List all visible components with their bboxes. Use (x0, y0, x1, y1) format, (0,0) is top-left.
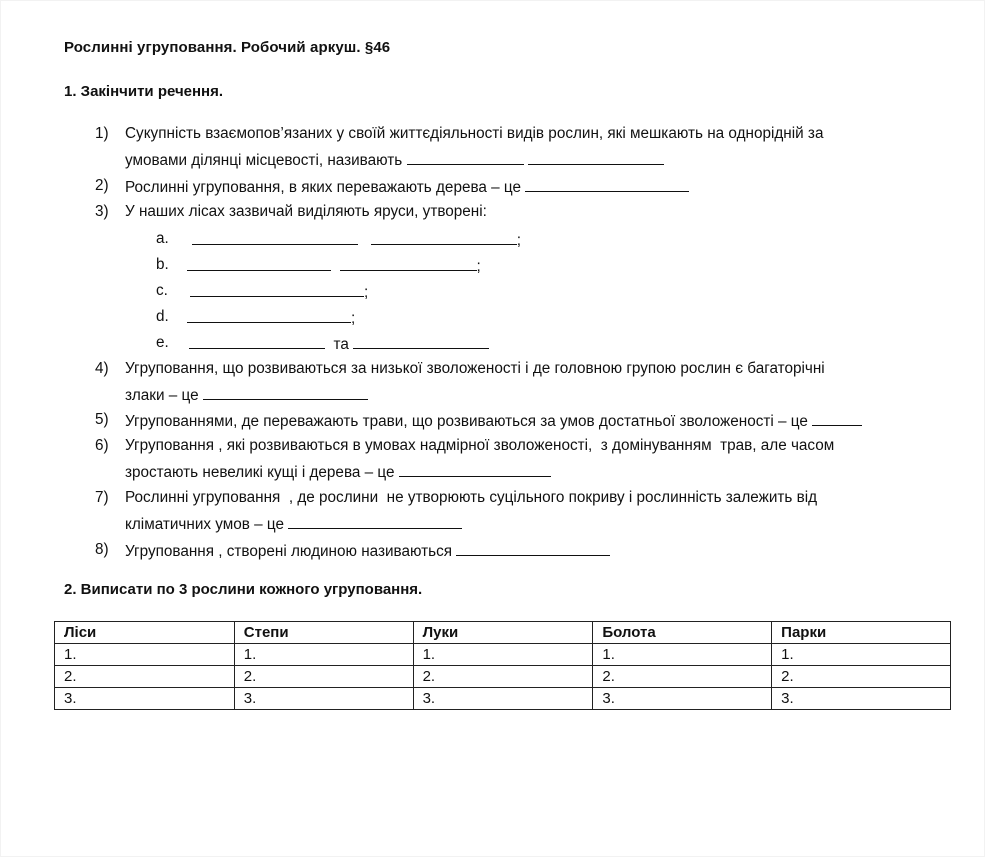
item-7-text-cont: кліматичних умов – це (125, 516, 285, 533)
section-1-heading: 1. Закінчити речення. (64, 83, 224, 100)
item-2-number: 2) (95, 177, 109, 194)
answer-blank[interactable] (192, 230, 358, 245)
item-1-text: Сукупність взаємопов’язаних у своїй життєдіяльності видів рослин, які мешкають на однорідній за (125, 125, 824, 142)
item-3-number: 3) (95, 203, 109, 220)
sub-item-b (187, 256, 481, 276)
sub-item-a-end: ; (516, 232, 521, 249)
answer-blank[interactable] (187, 256, 331, 271)
table-cell[interactable]: 1. (234, 644, 413, 666)
item-2-text-line (125, 177, 689, 197)
item-8-number: 8) (95, 541, 109, 558)
column-header-meadows: Луки (413, 622, 593, 644)
item-4-number: 4) (95, 360, 109, 377)
table-cell[interactable]: 1. (55, 644, 235, 666)
table-header-row (55, 622, 951, 644)
column-header-steppes: Степи (234, 622, 413, 644)
answer-blank[interactable] (353, 334, 489, 349)
sub-item-a (192, 230, 521, 250)
answer-blank[interactable] (190, 282, 364, 297)
item-1-number: 1) (95, 125, 109, 142)
item-7-number: 7) (95, 489, 109, 506)
sub-item-b-letter: b. (156, 256, 169, 273)
item-5-text-line (125, 411, 862, 431)
item-1-text-line2 (125, 150, 664, 170)
item-4-text: Угруповання, що розвиваються за низької зволоженості і де головною групою рослин є багаторічні (125, 360, 825, 377)
sub-item-d-letter: d. (156, 308, 169, 325)
sub-item-e (189, 334, 489, 354)
answer-blank[interactable] (189, 334, 325, 349)
item-8-text: Угруповання , створені людиною називаються (125, 543, 453, 560)
item-5-number: 5) (95, 411, 109, 428)
answer-blank[interactable] (456, 541, 610, 556)
table-cell[interactable]: 2. (593, 666, 772, 688)
item-4-text-line2 (125, 385, 368, 405)
table-cell[interactable]: 1. (772, 644, 951, 666)
answer-blank[interactable] (288, 514, 462, 529)
table-cell[interactable]: 2. (413, 666, 593, 688)
sub-item-e-mid: та (333, 336, 349, 353)
section-2-heading: 2. Виписати по 3 рослини кожного угруповання. (64, 581, 423, 598)
table-cell[interactable]: 3. (234, 688, 413, 710)
item-3-text: У наших лісах зазвичай виділяють яруси, утворені: (125, 203, 487, 220)
item-6-text-line2 (125, 462, 551, 482)
table-cell[interactable]: 2. (772, 666, 951, 688)
item-1-text-cont: умовами ділянці місцевості, називають (125, 152, 403, 169)
answer-blank[interactable] (203, 385, 368, 400)
answer-blank[interactable] (407, 150, 524, 165)
answer-blank[interactable] (525, 177, 689, 192)
table-cell[interactable]: 3. (593, 688, 772, 710)
sub-item-c-letter: c. (156, 282, 168, 299)
item-4-text-cont: злаки – це (125, 387, 199, 404)
answer-blank[interactable] (399, 462, 551, 477)
table-cell[interactable]: 2. (55, 666, 235, 688)
column-header-forests: Ліси (55, 622, 235, 644)
item-5-text: Угрупованнями, де переважають трави, що розвиваються за умов достатньої зволоженості – це (125, 413, 808, 430)
item-6-text: Угруповання , які розвиваються в умовах надмірної зволоженості, з домінуванням трав, але часом (125, 437, 835, 454)
answer-blank[interactable] (340, 256, 477, 271)
item-7-text: Рослинні угруповання , де рослини не утворюють суцільного покриву і рослинність залежить від (125, 489, 818, 506)
sub-item-d (187, 308, 355, 328)
item-8-text-line (125, 541, 610, 561)
column-header-swamps: Болота (593, 622, 772, 644)
answer-blank[interactable] (528, 150, 664, 165)
sub-item-b-end: ; (476, 258, 481, 275)
item-6-text-cont: зростають невеликі кущі і дерева – це (125, 464, 395, 481)
answer-blank[interactable] (812, 411, 862, 426)
table-row (55, 644, 951, 666)
table-cell[interactable]: 2. (234, 666, 413, 688)
table-cell[interactable]: 1. (593, 644, 772, 666)
sub-item-e-letter: e. (156, 334, 169, 351)
item-6-number: 6) (95, 437, 109, 454)
table-row (55, 666, 951, 688)
table-cell[interactable]: 1. (413, 644, 593, 666)
table-cell[interactable]: 3. (55, 688, 235, 710)
column-header-parks: Парки (772, 622, 951, 644)
table-row (55, 688, 951, 710)
table-cell[interactable]: 3. (772, 688, 951, 710)
sub-item-c-end: ; (364, 284, 369, 301)
plants-table (54, 621, 951, 710)
page-title: Рослинні угруповання. Робочий аркуш. §46 (64, 39, 391, 56)
sub-item-d-end: ; (351, 310, 356, 327)
sub-item-a-letter: a. (156, 230, 169, 247)
answer-blank[interactable] (187, 308, 351, 323)
item-2-text: Рослинні угруповання, в яких переважають дерева – це (125, 179, 522, 196)
sub-item-c (190, 282, 368, 302)
item-7-text-line2 (125, 514, 462, 534)
table-cell[interactable]: 3. (413, 688, 593, 710)
answer-blank[interactable] (371, 230, 517, 245)
